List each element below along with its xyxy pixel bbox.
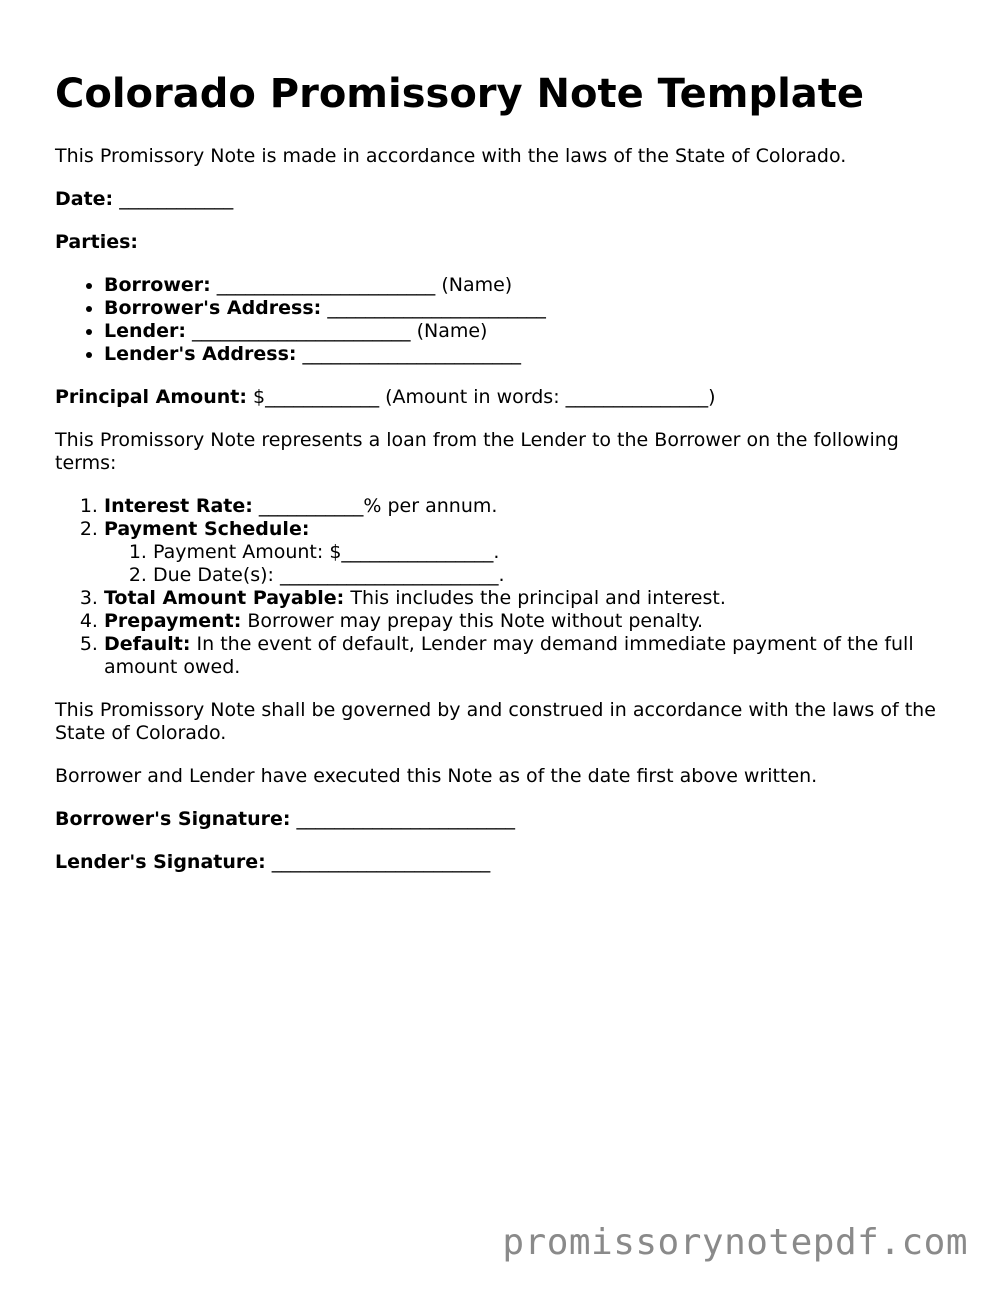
loan-text: This Promissory Note represents a loan from the Lender to the Borrower on the following terms: [55, 429, 899, 474]
executed-text: Borrower and Lender have executed this Note as of the date first above written. [55, 765, 818, 787]
party-label: Lender's Address: [104, 343, 297, 365]
principal-value: $____________ (Amount in words: _______________) [253, 386, 716, 408]
lender-signature-label: Lender's Signature: [55, 851, 266, 873]
list-item: 1. Payment Amount: $________________. [153, 541, 945, 564]
page-title: Colorado Promissory Note Template [55, 71, 865, 117]
principal-label: Principal Amount: [55, 386, 247, 408]
party-value: _______________________ [302, 343, 522, 365]
list-item: 2. Due Date(s): _______________________. [153, 564, 945, 587]
terms-list [55, 495, 945, 679]
lender-signature-line [55, 851, 945, 874]
intro-text: This Promissory Note is made in accordance with the laws of the State of Colorado. [55, 145, 847, 167]
borrower-signature-blank: _______________________ [296, 808, 516, 830]
term-total: 3. Total Amount Payable: This includes the principal and interest. [104, 587, 945, 610]
party-label: Borrower: [104, 274, 211, 296]
term-interest: 1. Interest Rate: ___________% per annum. [104, 495, 945, 518]
term-schedule: 2. Payment Schedule: 1. Payment Amount: $________________. 2. Due Date(s): _______________________. [104, 518, 945, 587]
governing-law-text: This Promissory Note shall be governed by and construed in accordance with the laws of the State of Colorado. [55, 699, 936, 744]
list-item [104, 343, 945, 366]
schedule-sublist [104, 541, 945, 587]
term-prepayment: 4. Prepayment: Borrower may prepay this Note without penalty. [104, 610, 945, 633]
parties-list [55, 274, 945, 366]
borrower-signature-label: Borrower's Signature: [55, 808, 291, 830]
date-line [55, 188, 945, 211]
party-label: Borrower's Address: [104, 297, 322, 319]
date-label: Date: [55, 188, 114, 210]
party-value: _______________________ (Name) [216, 274, 513, 296]
term-default: 5. Default: In the event of default, Lender may demand immediate payment of the full amount owed. [104, 633, 945, 679]
principal-line [55, 386, 945, 409]
list-item [104, 274, 945, 297]
list-item [104, 297, 945, 320]
date-blank: ____________ [119, 188, 234, 210]
party-value: _______________________ (Name) [192, 320, 488, 342]
watermark: promissorynotepdf.com [502, 1222, 968, 1263]
borrower-signature-line [55, 808, 945, 831]
lender-signature-blank: _______________________ [271, 851, 491, 873]
party-label: Lender: [104, 320, 186, 342]
parties-heading: Parties: [55, 231, 138, 253]
list-item [104, 320, 945, 343]
document [55, 68, 945, 874]
party-value: _______________________ [327, 297, 546, 319]
